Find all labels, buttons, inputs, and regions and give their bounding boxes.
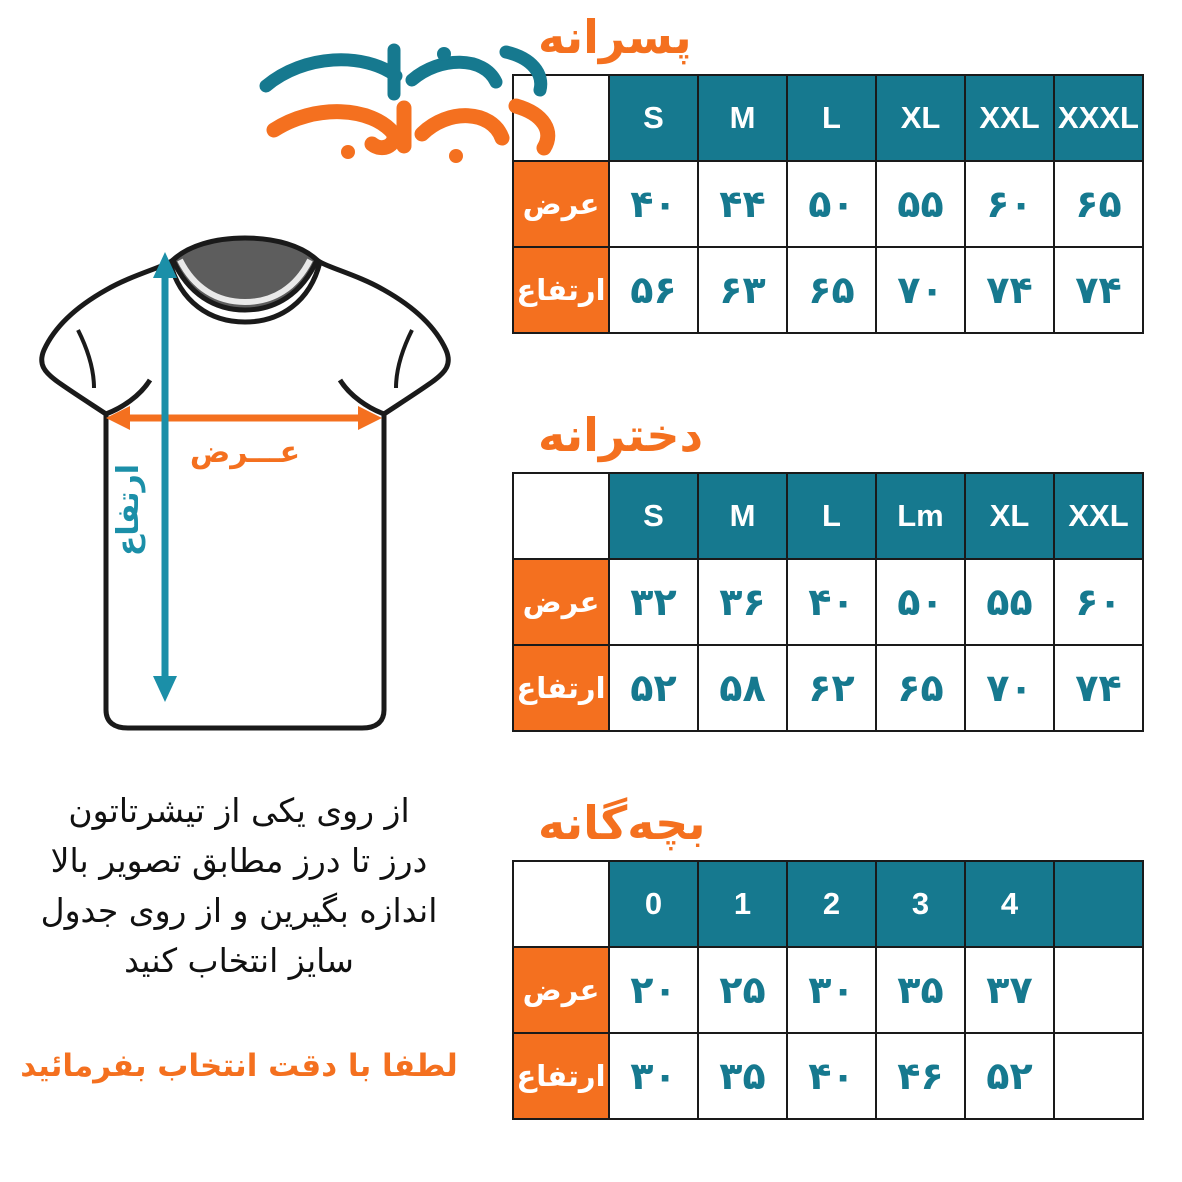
cell-value: ۵۰ (787, 161, 876, 247)
col-header: 4 (965, 861, 1054, 947)
size-table-block-girls (482, 408, 1182, 732)
cell-value: ۶۳ (698, 247, 787, 333)
cell-value: ۵۰ (876, 559, 965, 645)
col-header: 1 (698, 861, 787, 947)
corner-cell (513, 473, 609, 559)
cell-value: ۴۰ (787, 559, 876, 645)
cell-value: ۷۰ (876, 247, 965, 333)
instructions-text (0, 786, 478, 987)
col-header: 0 (609, 861, 698, 947)
cell-value: ۶۲ (787, 645, 876, 731)
size-table-girls (512, 472, 1144, 732)
col-header: XL (876, 75, 965, 161)
cell-value: ۵۸ (698, 645, 787, 731)
tshirt-diagram (10, 210, 480, 750)
col-header: XXL (965, 75, 1054, 161)
cell-value: ۶۵ (1054, 161, 1143, 247)
row-label-width: عرض (513, 947, 609, 1033)
cell-value: ۴۰ (609, 161, 698, 247)
cell-value: ۷۰ (965, 645, 1054, 731)
logo-artwork (244, 34, 574, 164)
row-label-height: ارتفاع (513, 645, 609, 731)
table-header-row (513, 861, 1143, 947)
col-header: S (609, 473, 698, 559)
cell-value: ۷۴ (1054, 247, 1143, 333)
cell-value: ۴۴ (698, 161, 787, 247)
size-table-block-kids (482, 796, 1182, 1120)
cell-value: ۳۶ (698, 559, 787, 645)
table-row (513, 1033, 1143, 1119)
col-header: M (698, 75, 787, 161)
cell-value: ۷۴ (1054, 645, 1143, 731)
table-title-boys: پسرانه (538, 10, 692, 64)
corner-cell (513, 861, 609, 947)
cell-value-empty (1054, 1033, 1143, 1119)
tables-column (482, 0, 1182, 1182)
instruction-line-2: درز تا درز مطابق تصویر بالا (50, 841, 428, 881)
table-row (513, 947, 1143, 1033)
table-title-girls: دخترانه (538, 408, 704, 462)
size-table-kids (512, 860, 1144, 1120)
table-title-kids: بچه‌گانه (538, 796, 706, 850)
col-header: XL (965, 473, 1054, 559)
table-row (513, 161, 1143, 247)
cell-value: ۶۵ (787, 247, 876, 333)
size-table-boys (512, 74, 1144, 334)
table-row (513, 247, 1143, 333)
row-label-height: ارتفاع (513, 1033, 609, 1119)
cell-value: ۵۲ (965, 1033, 1054, 1119)
cell-value: ۵۵ (876, 161, 965, 247)
instruction-line-4: سایز انتخاب کنید (124, 941, 354, 981)
table-row (513, 559, 1143, 645)
instruction-line-1: از روی یکی از تیشرتاتون (68, 791, 410, 830)
col-header-empty (1054, 861, 1143, 947)
table-row (513, 645, 1143, 731)
tshirt-body (42, 262, 449, 728)
cell-value: ۴۰ (787, 1033, 876, 1119)
row-label-height: ارتفاع (513, 247, 609, 333)
col-header: 2 (787, 861, 876, 947)
cell-value: ۲۵ (698, 947, 787, 1033)
col-header: 3 (876, 861, 965, 947)
cell-value: ۳۵ (698, 1033, 787, 1119)
cell-value: ۵۲ (609, 645, 698, 731)
tshirt-svg (10, 210, 480, 750)
size-table-block-boys (482, 10, 1182, 334)
cell-value: ۳۰ (609, 1033, 698, 1119)
cell-value: ۵۵ (965, 559, 1054, 645)
col-header: XXL (1054, 473, 1143, 559)
cell-value: ۳۷ (965, 947, 1054, 1033)
cell-value: ۳۵ (876, 947, 965, 1033)
gazchap-logo (244, 34, 574, 164)
col-header: M (698, 473, 787, 559)
cell-value: ۳۲ (609, 559, 698, 645)
row-label-width: عرض (513, 559, 609, 645)
info-column (0, 0, 482, 1182)
cell-value: ۶۵ (876, 645, 965, 731)
table-header-row (513, 75, 1143, 161)
cell-value-empty (1054, 947, 1143, 1033)
col-header: XXXL (1054, 75, 1143, 161)
col-header: S (609, 75, 698, 161)
col-header: L (787, 473, 876, 559)
height-label: ارتفاع (111, 463, 146, 557)
cell-value: ۶۰ (965, 161, 1054, 247)
width-label: عـــرض (189, 435, 301, 470)
instruction-line-3: اندازه بگیرین و از روی جدول (40, 891, 438, 931)
cell-value: ۷۴ (965, 247, 1054, 333)
warning-text: لطفا با دقت انتخاب بفرمائید (20, 1048, 458, 1084)
col-header: L (787, 75, 876, 161)
cell-value: ۵۶ (609, 247, 698, 333)
cell-value: ۶۰ (1054, 559, 1143, 645)
cell-value: ۲۰ (609, 947, 698, 1033)
col-header: Lm (876, 473, 965, 559)
table-header-row (513, 473, 1143, 559)
cell-value: ۳۰ (787, 947, 876, 1033)
cell-value: ۴۶ (876, 1033, 965, 1119)
row-label-width: عرض (513, 161, 609, 247)
